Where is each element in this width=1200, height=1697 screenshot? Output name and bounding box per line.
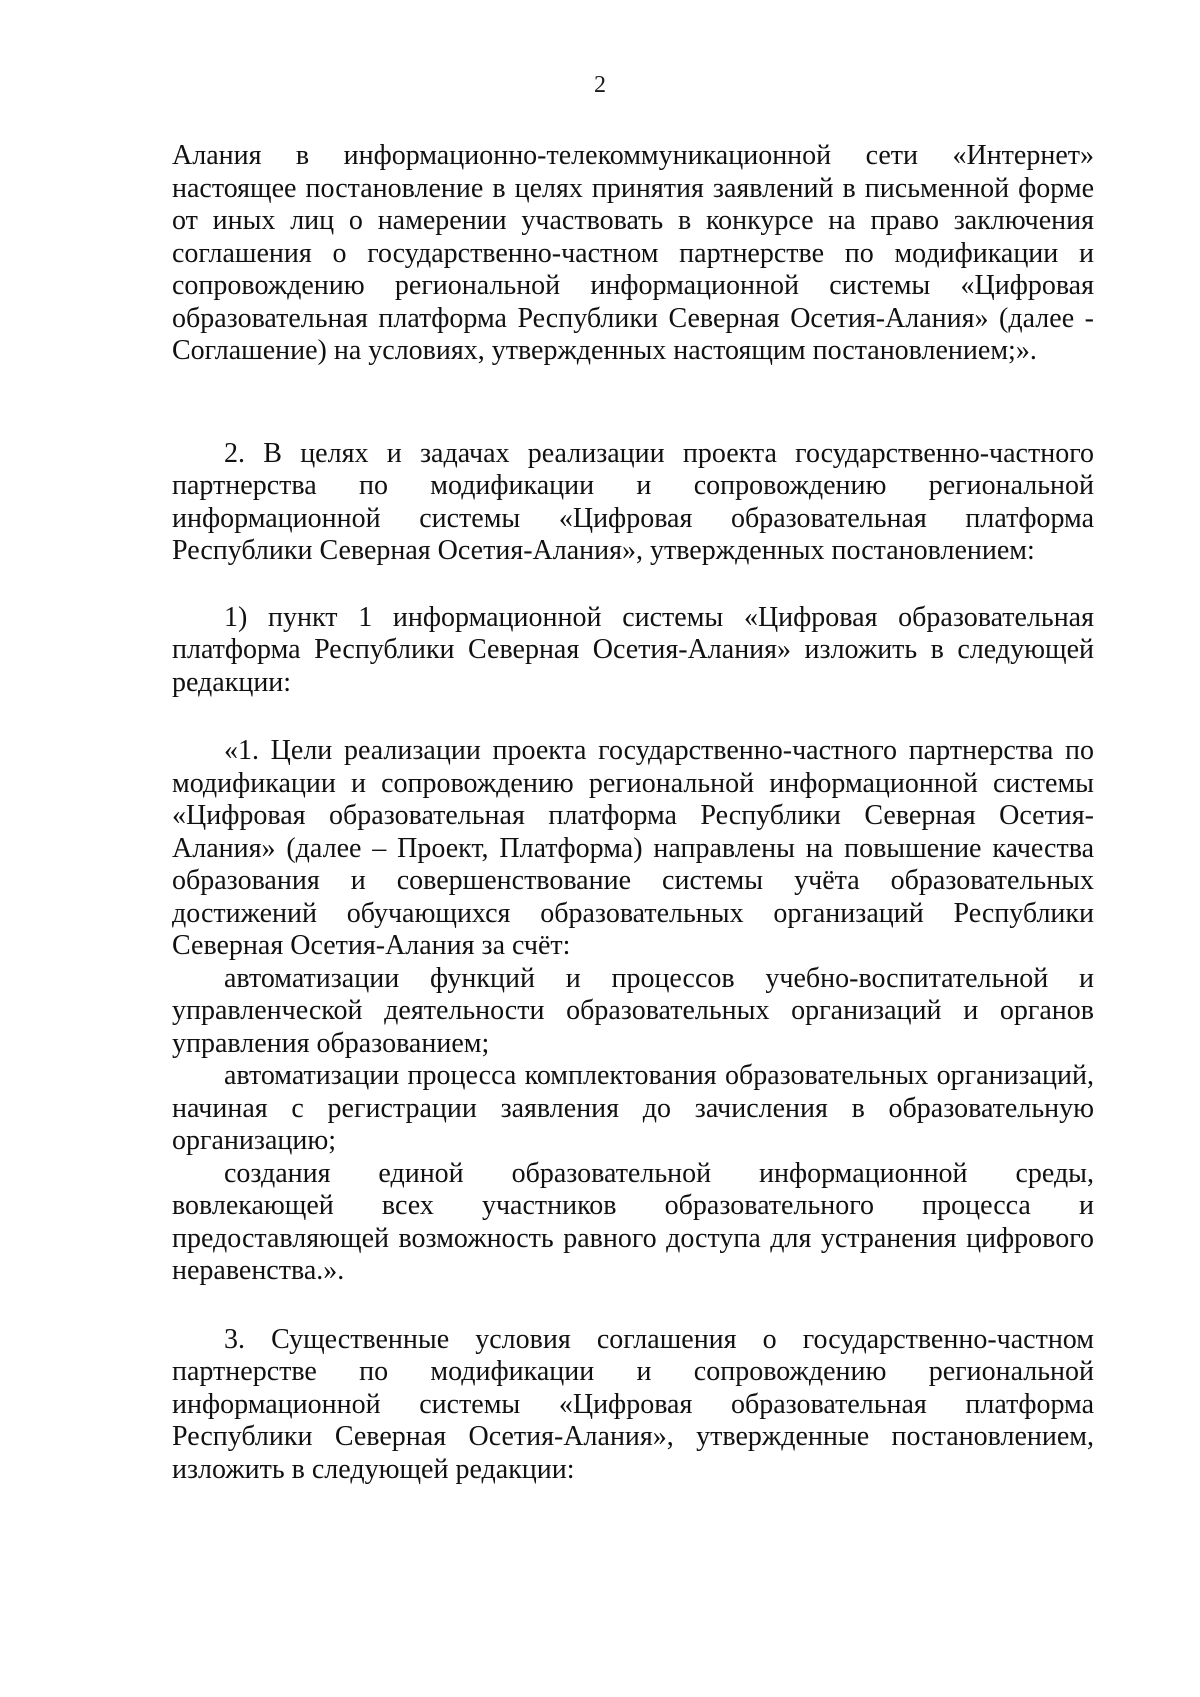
paragraph-subitem-1: 1) пункт 1 информационной системы «Цифровая образовательная платформа Республики Северная Осетия-Алания» изложить в следующей редакции: [172, 601, 1094, 698]
paragraph-bullet-automation-functions: автоматизации функций и процессов учебно-воспитательной и управленческой деятельности образовательных организаций и органов управления образованием; [172, 962, 1094, 1059]
paragraph-item-3: 3. Существенные условия соглашения о государственно-частном партнерстве по модификации и сопровождению региональной информационной системы «Цифровая образовательная платформа Республики Северная Осетия-Алания», утвержденные постановлением, изложить в следующей редакции: [172, 1323, 1094, 1485]
paragraph-quoted-goals: «1. Цели реализации проекта государственно-частного партнерства по модификации и сопровождению региональной информационной системы «Цифровая образовательная платформа Республики Северная Осетия-Алания» (далее – Проект, Платформа) направлены на повышение качества образования и совершенствование системы учёта образовательных достижений обучающихся образовательных организаций Республики Северная Осетия-Алания за счёт: [172, 735, 1094, 961]
page-number: 2 [594, 72, 606, 98]
paragraph-bullet-unified-environment: создания единой образовательной информационной среды, вовлекающей всех участников образовательного процесса и предоставляющей возможность равного доступа для устранения цифрового неравенства.». [172, 1157, 1094, 1286]
paragraph-bullet-automation-enrollment: автоматизации процесса комплектования образовательных организаций, начиная с регистрации заявления до зачисления в образовательную организацию; [172, 1060, 1094, 1156]
paragraph-continuation: Алания в информационно-телекоммуникационной сети «Интернет» настоящее постановление в целях принятия заявлений в письменной форме от иных лиц о намерении участвовать в конкурсе на право заключения соглашения о государственно-частном партнерстве по модификации и сопровождению региональной информационной системы «Цифровая образовательная платформа Республики Северная Осетия-Алания» (далее - Соглашение) на условиях, утвержденных настоящим постановлением;». [172, 140, 1094, 366]
document-body [172, 140, 1094, 1486]
paragraph-item-2: 2. В целях и задачах реализации проекта государственно-частного партнерства по модификации и сопровождению региональной информационной системы «Цифровая образовательная платформа Республики Северная Осетия-Алания», утвержденных постановлением: [172, 437, 1094, 566]
